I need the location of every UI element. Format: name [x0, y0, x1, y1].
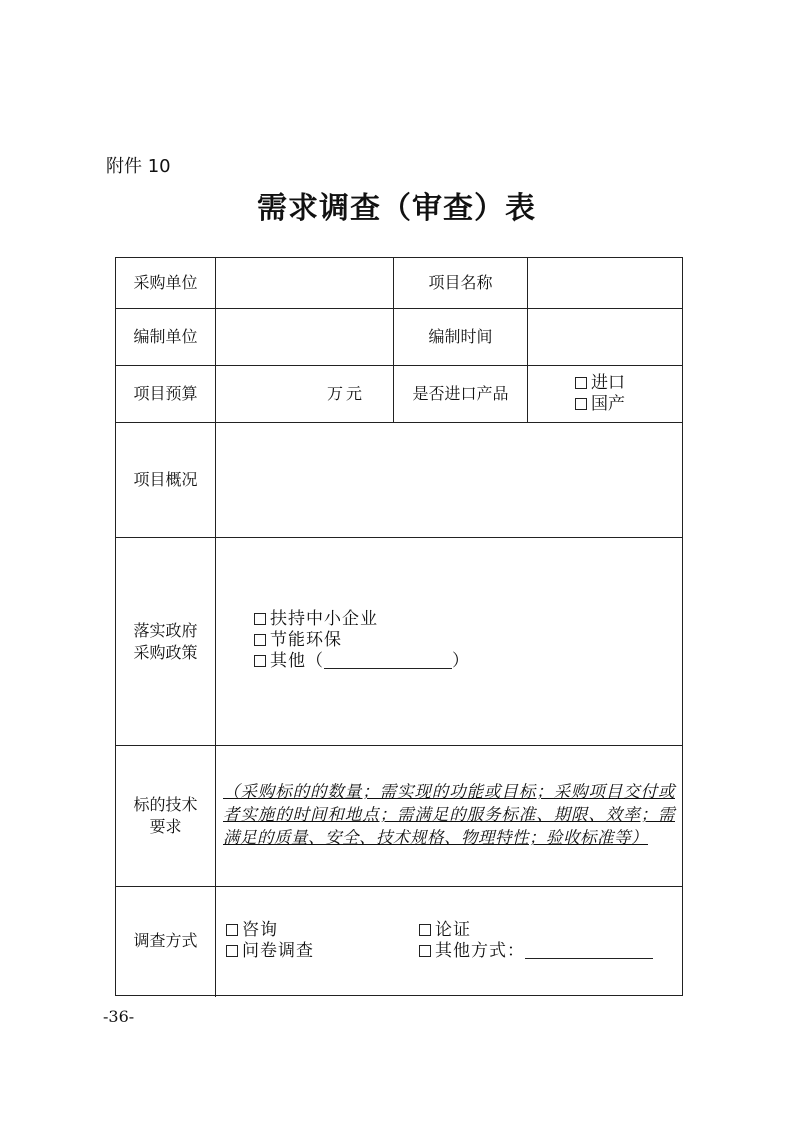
- checkbox-icon[interactable]: [226, 924, 238, 936]
- compiler-label: 编制单位: [133, 327, 198, 346]
- questionnaire-option[interactable]: 问卷调查: [226, 941, 314, 962]
- policy-label-line1: 落实政府: [133, 620, 198, 640]
- purchaser-field[interactable]: [216, 258, 393, 308]
- checkbox-icon[interactable]: [575, 377, 587, 389]
- checkbox-icon[interactable]: [254, 613, 266, 625]
- checkbox-icon[interactable]: [419, 945, 431, 957]
- policy-options: [254, 609, 470, 672]
- page-number: -36-: [103, 1007, 135, 1026]
- purchaser-label: 采购单位: [133, 273, 198, 292]
- energy-saving-option[interactable]: 节能环保: [254, 630, 470, 651]
- import-option[interactable]: 进口: [575, 373, 625, 394]
- policy-other-blank[interactable]: [324, 668, 452, 669]
- budget-unit: 万元: [326, 384, 365, 403]
- other-method-option[interactable]: 其他方式：: [419, 941, 653, 962]
- tech-label-line2: 要求: [149, 817, 182, 836]
- survey-form-table: [115, 257, 683, 996]
- overview-field[interactable]: [216, 423, 682, 537]
- budget-field[interactable]: [216, 366, 393, 422]
- overview-label: 项目概况: [133, 470, 198, 489]
- survey-label: 调查方式: [133, 931, 198, 950]
- policy-label: [116, 538, 215, 745]
- tech-requirements-text: （采购标的的数量；需实现的功能或目标；采购项目交付或者实施的时间和地点；需满足的服务标准、期限、效率；需满足的质量、安全、技术规格、物理特性；验收标准等）: [223, 782, 675, 847]
- other-method-blank[interactable]: [525, 958, 653, 959]
- attachment-label: 附件 10: [106, 156, 171, 177]
- budget-label: 项目预算: [133, 384, 198, 403]
- compile-time-label: 编制时间: [428, 327, 493, 346]
- checkbox-icon[interactable]: [575, 398, 587, 410]
- sme-support-option[interactable]: 扶持中小企业: [254, 609, 470, 630]
- checkbox-icon[interactable]: [419, 924, 431, 936]
- project-name-label: 项目名称: [428, 273, 493, 292]
- checkbox-icon[interactable]: [226, 945, 238, 957]
- import-options: [528, 366, 682, 422]
- tech-label: [116, 746, 215, 886]
- page-title: 需求调查（审查）表: [257, 191, 536, 226]
- project-name-field[interactable]: [528, 258, 682, 308]
- survey-options-right: [419, 920, 653, 962]
- consult-option[interactable]: 咨询: [226, 920, 314, 941]
- policy-label-line2: 采购政策: [133, 642, 198, 662]
- checkbox-icon[interactable]: [254, 655, 266, 667]
- argument-option[interactable]: 论证: [419, 920, 653, 941]
- survey-options-left: [226, 920, 314, 962]
- import-label: 是否进口产品: [412, 384, 509, 403]
- checkbox-icon[interactable]: [254, 634, 266, 646]
- domestic-option[interactable]: 国产: [575, 394, 625, 415]
- compile-time-field[interactable]: [528, 309, 682, 365]
- policy-other-option[interactable]: 其他（ ）: [254, 651, 470, 672]
- tech-label-line1: 标的技术: [133, 795, 198, 814]
- compiler-field[interactable]: [216, 309, 393, 365]
